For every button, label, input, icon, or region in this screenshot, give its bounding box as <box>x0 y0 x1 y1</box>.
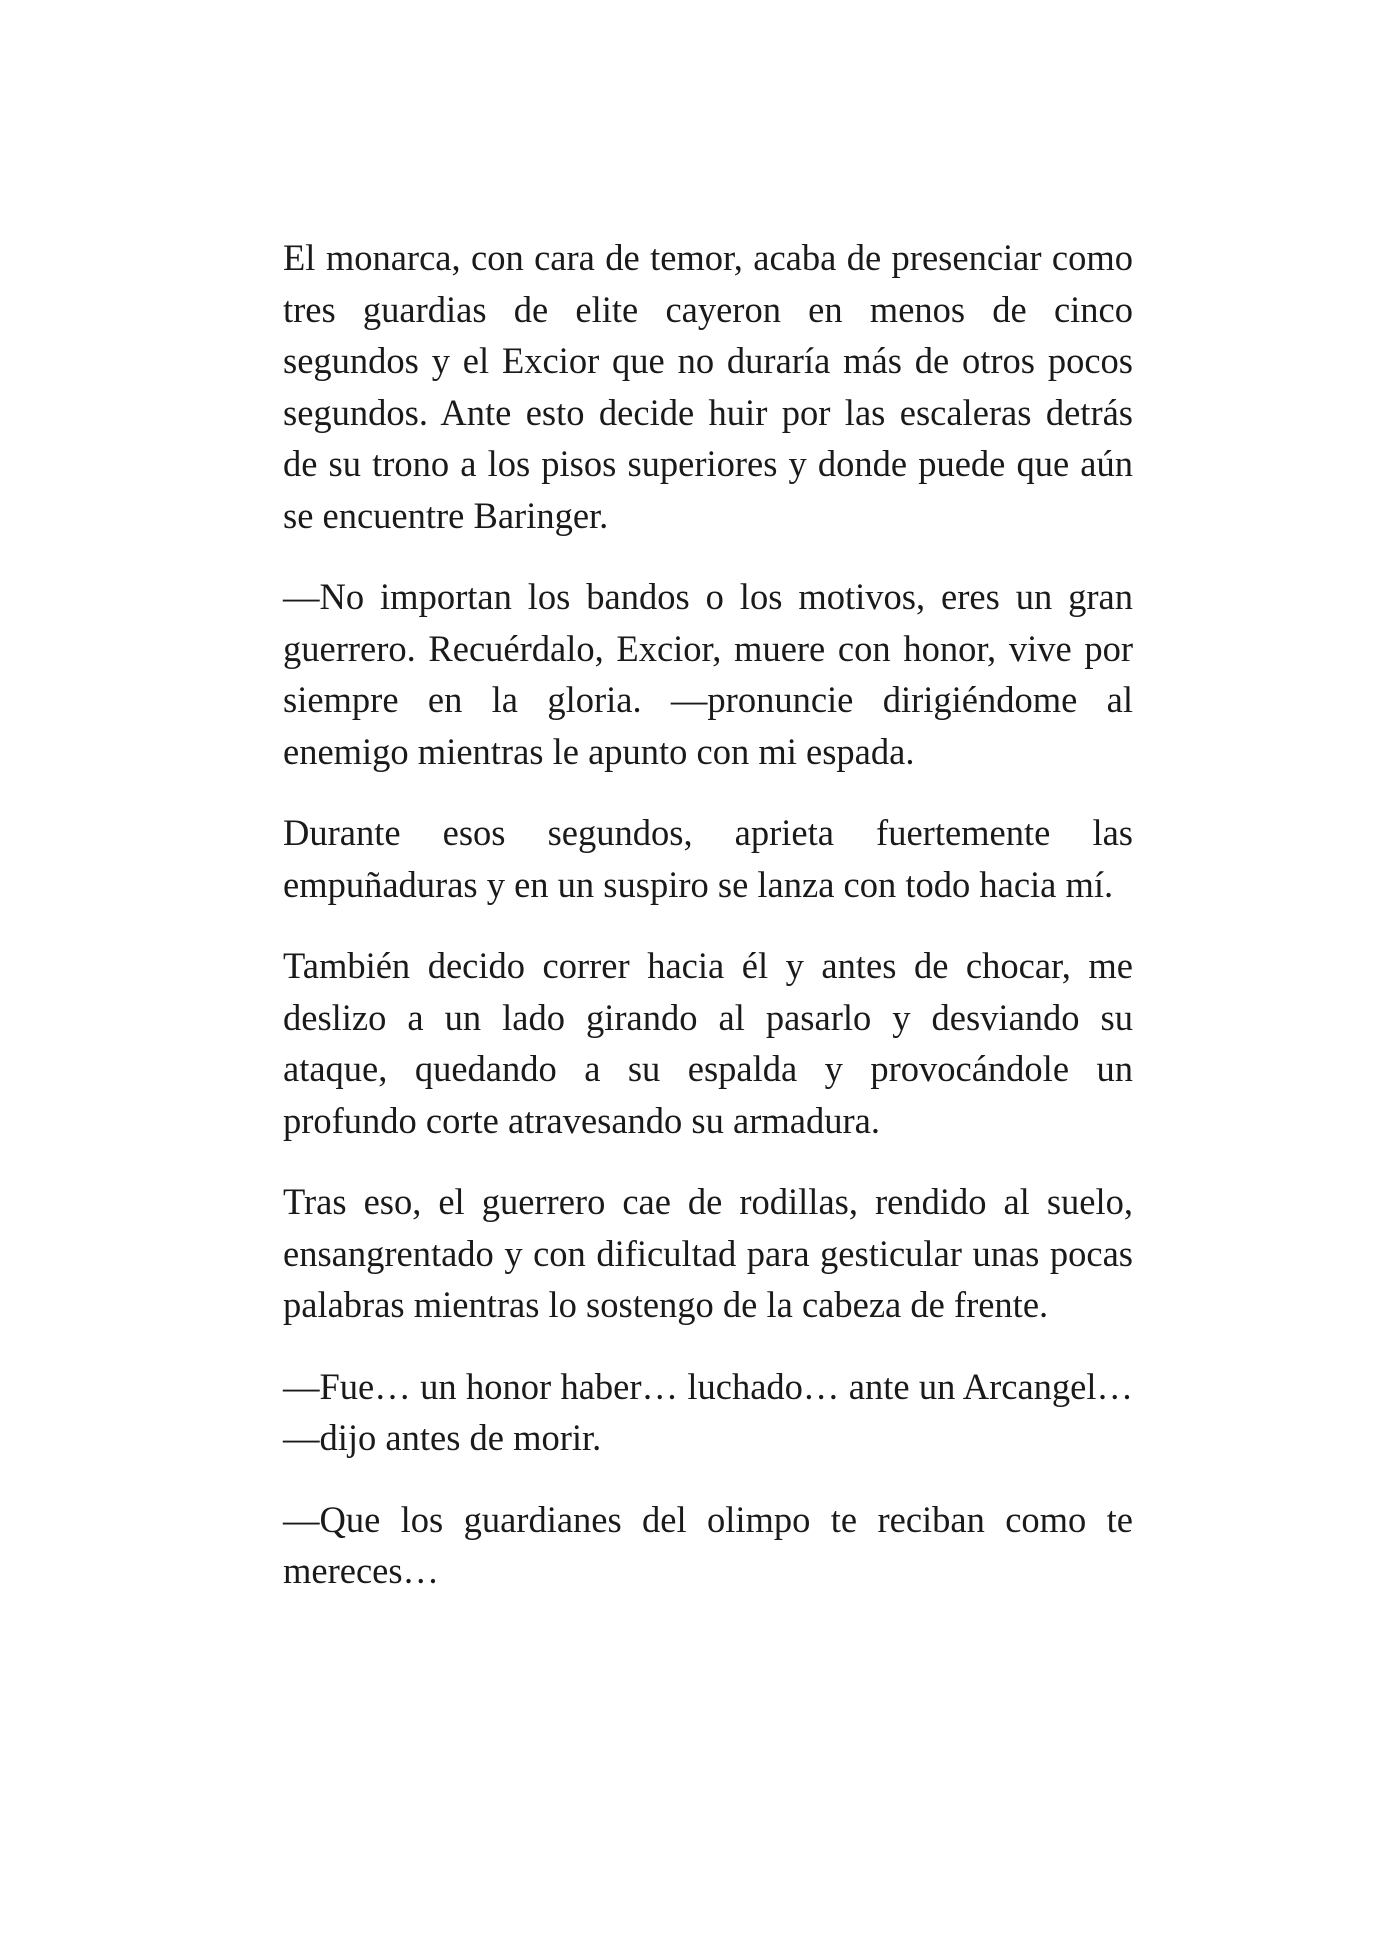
page-body-text <box>283 232 1133 1627</box>
paragraph-4: También decido correr hacia él y antes de chocar, me deslizo a un lado girando al pasarlo y desviando su ataque, quedando a su espalda y provocándole un profundo corte atravesando su armadura. <box>283 945 1133 1141</box>
paragraph-2: —No importan los bandos o los motivos, eres un gran guerrero. Recuérdalo, Excior, muere con honor, vive por siempre en la gloria. —pronuncie dirigiéndome al enemigo mientras le apunto con mi espada. <box>283 576 1133 772</box>
paragraph-5: Tras eso, el guerrero cae de rodillas, rendido al suelo, ensangrentado y con dificultad para gesticular unas pocas palabras mientras lo sostengo de la cabeza de frente. <box>283 1181 1133 1325</box>
paragraph-7: —Que los guardianes del olimpo te reciban como te mereces… <box>283 1498 1133 1591</box>
paragraph-1: El monarca, con cara de temor, acaba de presenciar como tres guardias de elite cayeron en menos de cinco segundos y el Excior que no duraría más de otros pocos segundos. Ante esto decide huir por las escaleras detrás de su trono a los pisos superiores y donde puede que aún se encuentre Baringer. <box>283 237 1133 536</box>
paragraph-3: Durante esos segundos, aprieta fuertemente las empuñaduras y en un suspiro se lanza con todo hacia mí. <box>283 812 1133 905</box>
paragraph-6: —Fue… un honor haber… luchado… ante un Arcangel…—dijo antes de morir. <box>283 1365 1133 1458</box>
